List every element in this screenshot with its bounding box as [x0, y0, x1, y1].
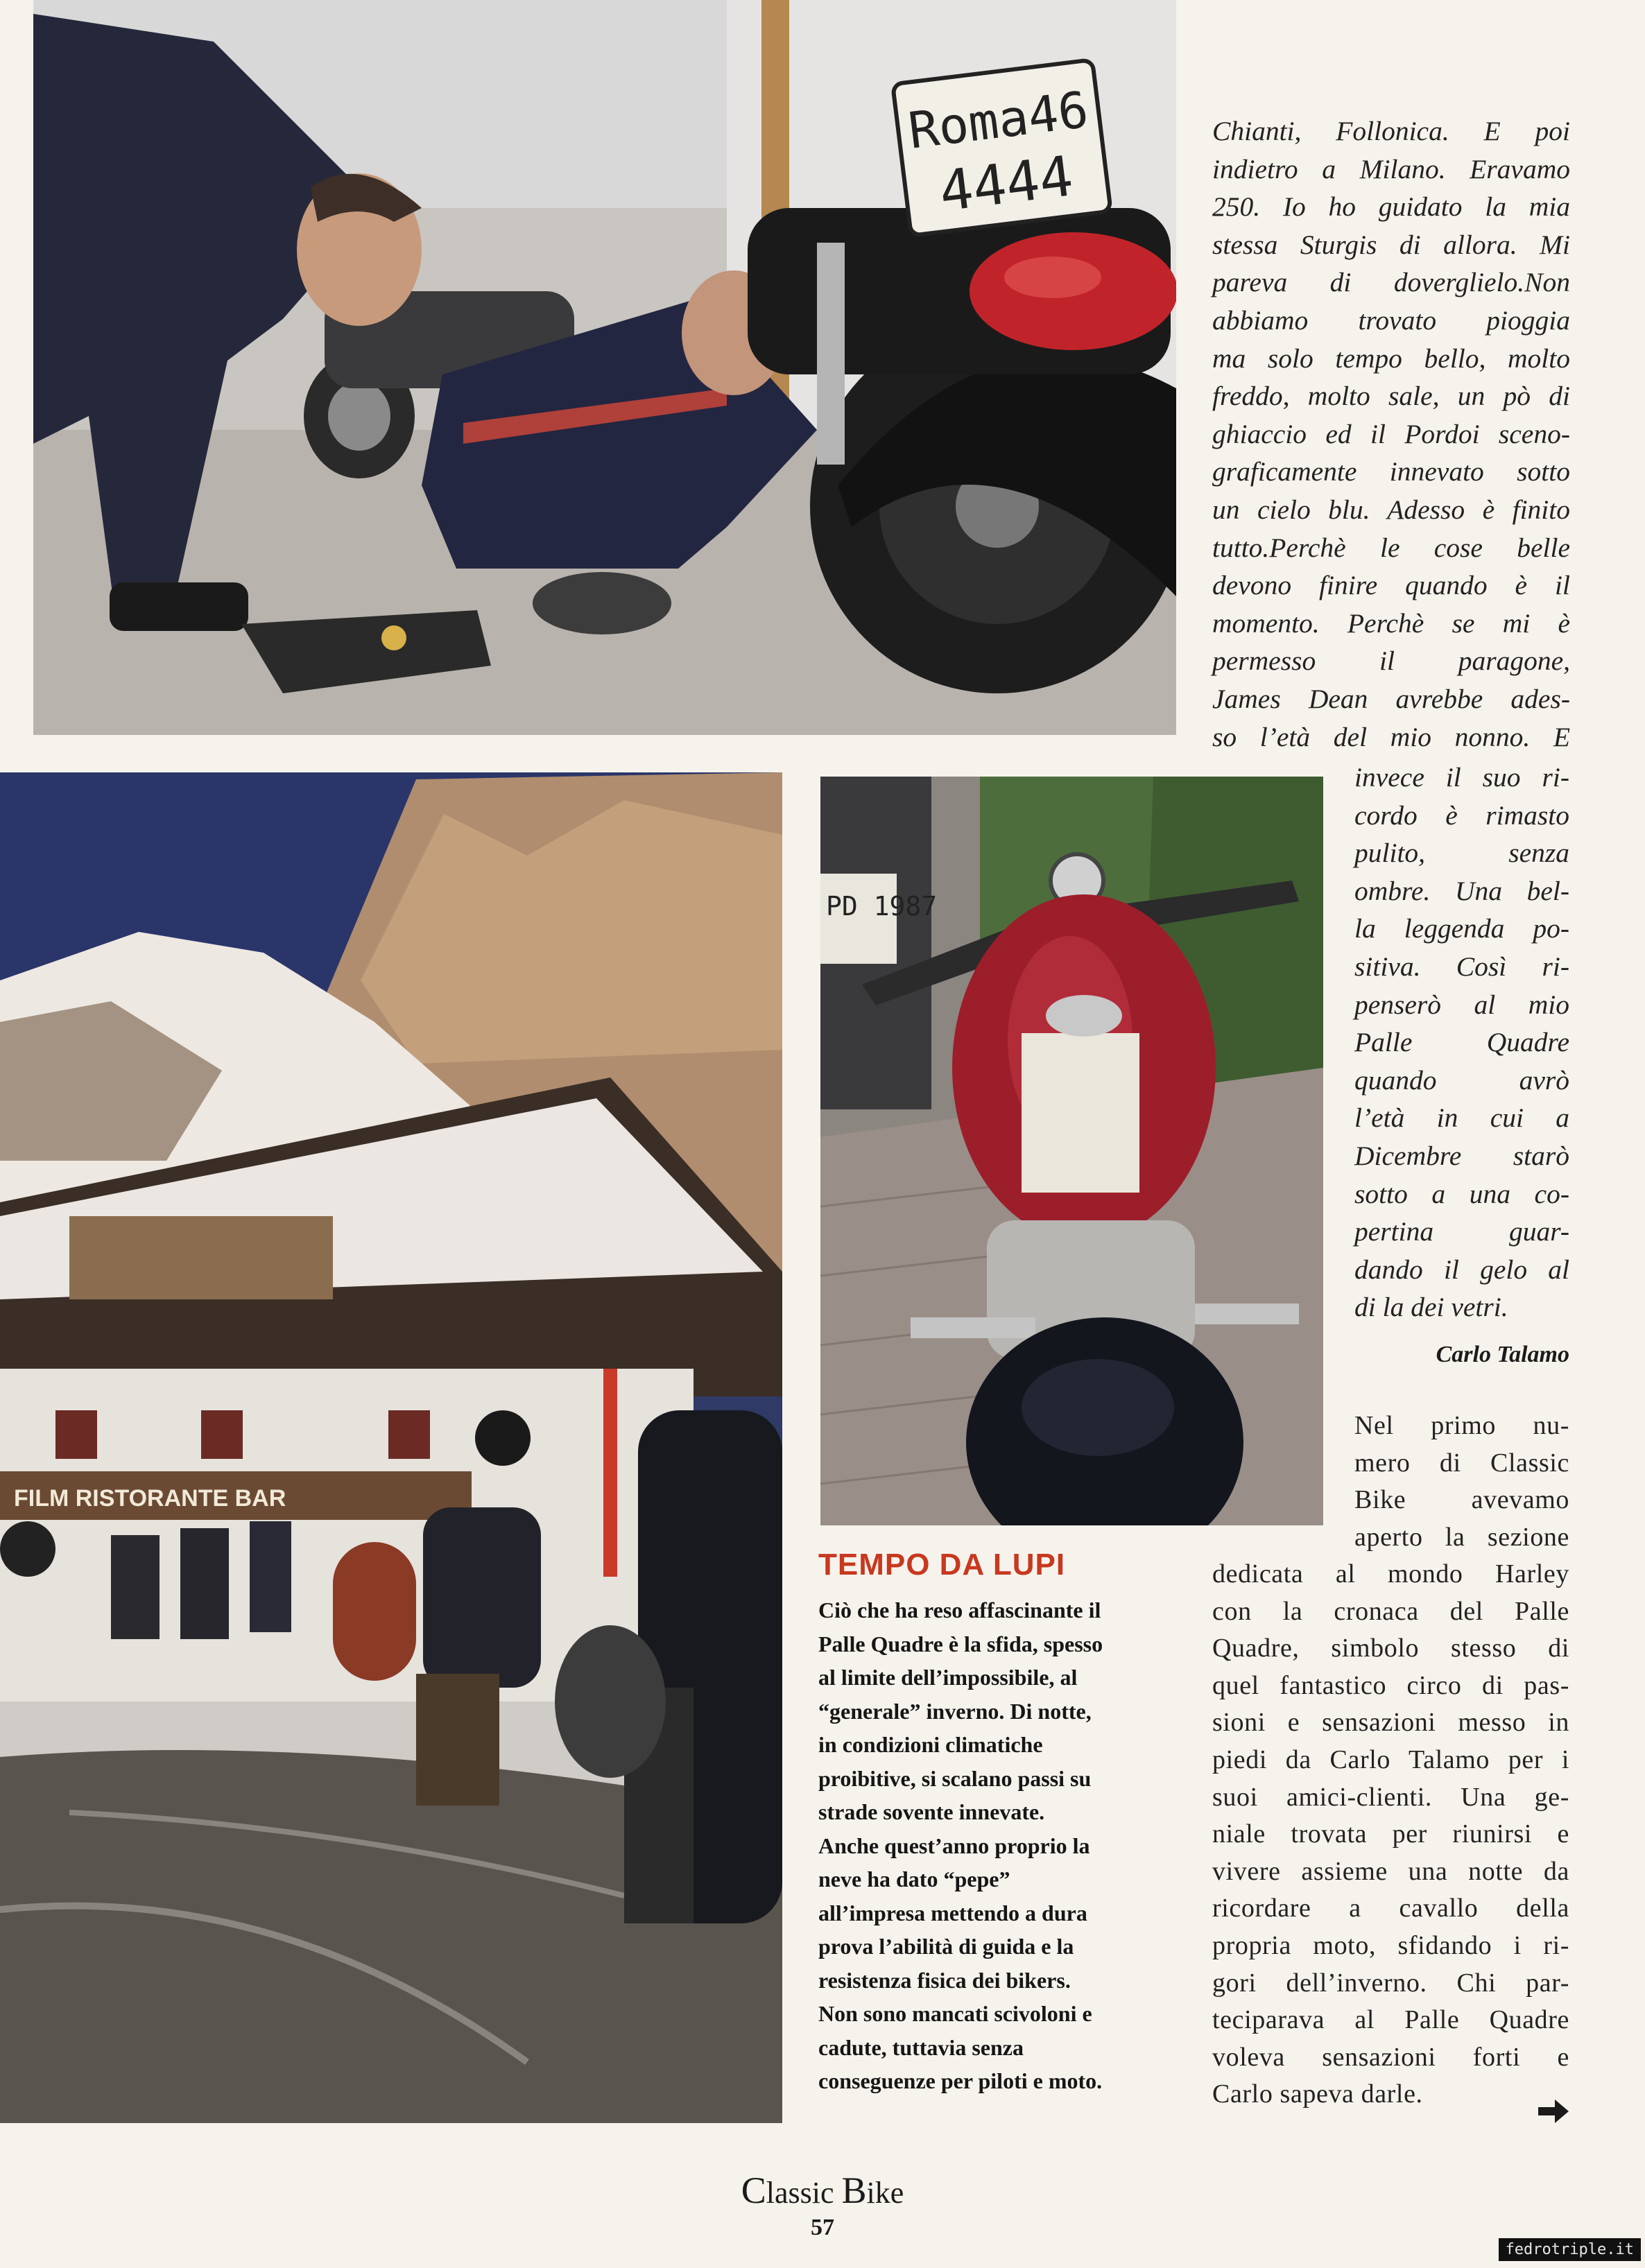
text-line: ricordare a cavallo della: [1212, 1894, 1569, 1923]
plate-text-bottom: 4444: [936, 144, 1077, 224]
text-line: Bike avevamo: [1354, 1485, 1569, 1515]
text-line: aperto la sezione: [1354, 1522, 1569, 1552]
text-line: Chianti, Follonica. E poi: [1212, 116, 1570, 146]
sidebar-line: in condizioni climatiche: [818, 1732, 1043, 1757]
arrow-right-icon: [1538, 2100, 1569, 2123]
text-line: 250. Io ho guidato la mia: [1212, 191, 1570, 223]
photo-mountain-restaurant: [0, 772, 782, 2123]
restaurant-sign: FILM RISTORANTE BAR: [14, 1485, 286, 1512]
sidebar-title: TEMPO DA LUPI: [818, 1548, 1066, 1582]
sidebar-line: strade sovente innevate.: [818, 1799, 1045, 1824]
text-line: ghiaccio ed il Pordoi sceno-: [1212, 418, 1570, 449]
text-line: quel fantastico circo di pas-: [1212, 1670, 1569, 1700]
text-line: invece il suo ri-: [1354, 762, 1569, 793]
magazine-name: [0, 2169, 1645, 2212]
text-line: quando avrò: [1354, 1064, 1569, 1096]
text-line: pertina guar-: [1354, 1216, 1569, 1247]
magazine-lassic: lassic: [766, 2176, 842, 2210]
sidebar-line: cadute, tuttavia senza: [818, 2034, 1024, 2060]
right-plate-text: PD 1987: [826, 891, 938, 921]
text-line: pulito, senza: [1354, 838, 1569, 869]
text-line: piedi da Carlo Talamo per i: [1212, 1745, 1569, 1774]
magazine-initial-b: B: [841, 2170, 867, 2211]
plate-text-top: Roma46: [905, 80, 1092, 160]
text-line: con la cronaca del Palle: [1212, 1596, 1569, 1626]
text-line: ma solo tempo bello, molto: [1212, 343, 1570, 374]
text-line: vivere assieme una notte da: [1212, 1856, 1569, 1886]
article-column-roman-narrow: [1354, 1408, 1569, 1556]
text-line: dedicata al mondo Harley: [1212, 1559, 1569, 1589]
sidebar-text: [818, 1593, 1130, 2098]
text-line: graficamente innevato sotto: [1212, 456, 1570, 487]
text-line: mero di Classic: [1354, 1448, 1569, 1478]
text-line: indietro a Milano. Eravamo: [1212, 153, 1570, 184]
sidebar-line: neve ha dato “pepe”: [818, 1867, 1010, 1892]
text-line: pareva di doverglielo.Non: [1212, 267, 1570, 298]
photo-mechanics-motorcycle: [33, 0, 1176, 735]
text-line: dando il gelo al: [1354, 1254, 1569, 1285]
sidebar-line: al limite dell’impossibile, al: [818, 1665, 1078, 1690]
sidebar-line: Anche quest’anno proprio la: [818, 1833, 1090, 1858]
sidebar-line: Ciò che ha reso affascinante il: [818, 1598, 1101, 1622]
text-line: tutto.Perchè le cose belle: [1212, 532, 1570, 563]
text-line: penserò al mio: [1354, 989, 1569, 1020]
sidebar-line: prova l’abilità di guida e la: [818, 1934, 1074, 1959]
text-line: stessa Sturgis di allora. Mi: [1212, 229, 1570, 260]
text-line: sitiva. Così ri-: [1354, 951, 1569, 982]
sidebar-line: Non sono mancati scivoloni e: [818, 2001, 1092, 2026]
magazine-initial-c: C: [741, 2170, 766, 2211]
sidebar-line: “generale” inverno. Di notte,: [818, 1698, 1092, 1724]
sidebar-line: resistenza fisica dei bikers.: [818, 1967, 1071, 1993]
text-line: l’età in cui a: [1354, 1102, 1569, 1134]
magazine-ike: ike: [866, 2176, 904, 2210]
text-line: permesso il paragone,: [1212, 646, 1570, 677]
sidebar-line: Palle Quadre è la sfida, spesso: [818, 1631, 1103, 1656]
author-signature: Carlo Talamo: [1436, 1342, 1569, 1367]
text-line: Dicembre starò: [1354, 1140, 1569, 1171]
text-line: Palle Quadre: [1354, 1027, 1569, 1058]
text-line: niale trovata per riunirsi e: [1212, 1819, 1569, 1849]
text-line: abbiamo trovato pioggia: [1212, 304, 1570, 336]
text-line: James Dean avrebbe ades-: [1212, 683, 1570, 714]
text-line: devono finire quando è il: [1212, 570, 1570, 601]
text-line: teciparava al Palle Quadre: [1212, 2005, 1569, 2035]
text-line: voleva sensazioni forti e: [1212, 2042, 1569, 2072]
text-line: un cielo blu. Adesso è finito: [1212, 494, 1570, 525]
text-line: Carlo sapeva darle.: [1212, 2079, 1423, 2109]
text-line: propria moto, sfidando i ri-: [1212, 1930, 1569, 1960]
article-column-roman-wide: [1212, 1556, 1569, 2113]
text-line: suoi amici-clienti. Una ge-: [1212, 1782, 1569, 1812]
text-line: cordo è rimasto: [1354, 799, 1569, 831]
text-line: ombre. Una bel-: [1354, 875, 1569, 906]
text-line: sotto a una co-: [1354, 1178, 1569, 1209]
text-line: Nel primo nu-: [1354, 1411, 1569, 1440]
article-column-italic-top: [1212, 112, 1570, 756]
watermark: fedrotriple.it: [1499, 2238, 1641, 2261]
text-line: momento. Perchè se mi è: [1212, 607, 1570, 639]
article-column-italic-narrow: [1354, 759, 1569, 1326]
text-line: freddo, molto sale, un pò di: [1212, 381, 1570, 412]
text-line: gori dell’inverno. Chi par-: [1212, 1968, 1569, 1998]
text-line: di la dei vetri.: [1354, 1292, 1508, 1323]
sidebar-line: all’impresa mettendo a dura: [818, 1900, 1087, 1925]
sidebar-line: conseguenze per piloti e moto.: [818, 2068, 1103, 2093]
text-line: sioni e sensazioni messo in: [1212, 1708, 1569, 1738]
text-line: so l’età del mio nonno. E: [1212, 721, 1570, 752]
text-line: la leggenda po-: [1354, 913, 1569, 944]
text-line: Quadre, simbolo stesso di: [1212, 1634, 1569, 1663]
page-number: 57: [811, 2215, 834, 2240]
sidebar-line: proibitive, si scalano passi su: [818, 1765, 1092, 1791]
photo-red-motorcycle: [820, 777, 1323, 1525]
